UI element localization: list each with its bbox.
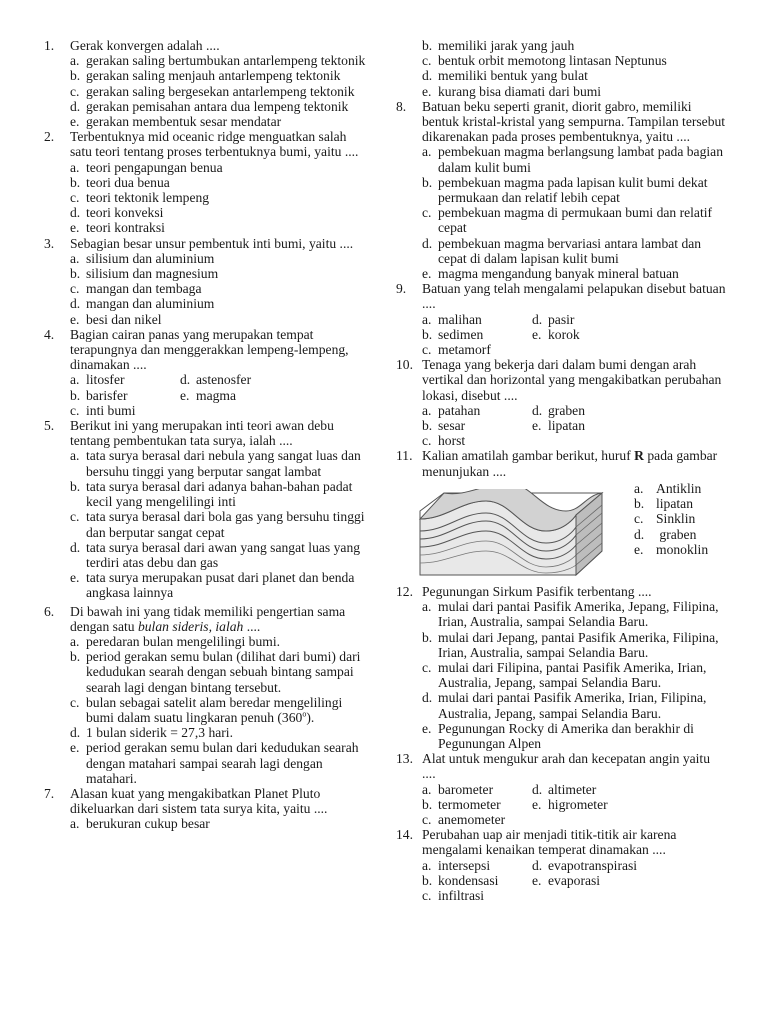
option-text: malihan [438,311,482,327]
question-text [70,604,370,634]
option-text: korok [548,326,580,342]
option-text: barometer [438,781,494,797]
option[interactable] [422,68,726,83]
option-row [422,782,726,797]
option-row [70,388,370,403]
option[interactable] [70,266,370,281]
option-text-part: bulan sebagai satelit alam beredar mengelilingi bumi dalam suatu lingkaran penuh (360 [86,694,343,725]
option[interactable] [70,175,370,190]
option-letter: c. [422,811,432,827]
option[interactable] [422,433,726,448]
option-row [422,858,726,873]
option-text: memiliki jarak yang jauh [438,38,575,53]
option-letter: b. [70,649,81,665]
question-text: Terbentuknya mid oceanic ridge menguatkan salah satu teori tentang proses terbentuknya bumi, yaitu .... [70,129,359,160]
option-text: magma [196,387,237,403]
question-number: 11. [396,448,413,464]
right-column [396,38,726,903]
option[interactable] [70,84,370,99]
option-row [422,873,726,888]
option-text: gerakan saling bergesekan antarlempeng tektonik [86,83,355,99]
option-letter: c. [422,53,432,69]
question-2 [44,129,370,235]
option-letter: d. [532,857,543,873]
option-text: pembekuan magma pada lapisan kulit bumi dekat permukaan dan relatif lebih cepat [438,174,708,206]
option[interactable] [532,858,637,873]
question-number: 1. [44,38,55,53]
option-row [70,372,370,387]
question-11-body [396,481,726,581]
option-text: anemometer [438,811,506,827]
option[interactable] [70,114,370,129]
option-letter: e. [422,266,432,282]
option-letter: c. [70,83,80,99]
option-letter: e. [70,740,80,756]
option-text: pasir [548,311,575,327]
option-text: intersepsi [438,857,491,873]
question-number: 12. [396,583,413,599]
option-letter: b. [422,174,433,190]
option-letter: b. [70,266,81,282]
question-number: 8. [396,98,407,114]
option[interactable] [422,175,726,205]
option-row [422,403,726,418]
option[interactable] [634,527,708,542]
option[interactable] [70,725,370,740]
question-text-bold: R [634,448,644,464]
option[interactable] [70,99,370,114]
option-text: pembekuan magma di permukaan bumi dan relatif cepat [438,205,713,236]
option-text: sedimen [438,326,484,342]
option-letter: c. [70,281,80,297]
option[interactable] [422,630,726,660]
option[interactable] [70,190,370,205]
question-11 [396,448,726,580]
option-text: tata surya berasal dari adanya bahan-bahan padat kecil yang mengelilingi inti [86,478,353,510]
degree-mark: o [302,709,307,719]
option[interactable] [532,418,642,433]
option[interactable] [422,84,726,99]
option-row [422,418,726,433]
option-letter: e. [532,796,542,812]
option[interactable] [422,38,726,53]
option-letter: e. [532,418,542,434]
option-letter: d. [532,781,543,797]
option-letter: c. [70,509,80,525]
option[interactable] [532,327,642,342]
option-text: kondensasi [438,872,499,888]
option-letter: e. [70,114,80,130]
option-letter: e. [634,541,644,557]
option-text: inti bumi [86,402,136,418]
option-text: tata surya berasal dari awan yang sangat luas yang terdiri atas debu dan gas [86,539,361,570]
question-3 [44,236,370,327]
option-text [86,695,370,725]
option[interactable] [422,418,532,433]
question-text: Perubahan uap air menjadi titik-titik air karena mengalami kenaikan temperat dinamakan .... [422,827,677,858]
question-text: Bagian cairan panas yang merupakan tempat terapungnya dan menggerakkan lempeng-lempeng, dinamakan .... [70,326,349,373]
question-12 [396,584,726,751]
question-number: 13. [396,751,413,767]
option-text: mangan dan aluminium [86,296,215,312]
question-number: 14. [396,827,413,843]
option-text: teori pengapungan benua [86,159,223,175]
option-text: kurang bisa diamati dari bumi [438,83,602,99]
option-text: teori dua benua [86,174,170,190]
option-text: berukuran cukup besar [86,816,210,832]
question-5 [44,418,370,600]
question-text [422,448,726,478]
option[interactable] [70,649,370,695]
option-letter: d. [532,402,543,418]
option[interactable] [422,782,532,797]
option-text: gerakan pemisahan antara dua lempeng tektonik [86,98,349,114]
option[interactable] [70,695,370,725]
question-9 [396,281,726,357]
option-text: sesar [438,418,466,434]
question-text: Batuan yang telah mengalami pelapukan disebut batuan .... [422,281,726,312]
option-text: gerakan membentuk sesar mendatar [86,114,282,130]
option-letter: d. [70,296,81,312]
option[interactable] [180,388,290,403]
option[interactable] [422,312,532,327]
option-letter: b. [422,326,433,342]
option-letter: a. [70,633,80,649]
option-letter: d. [634,526,645,542]
question-14 [396,827,726,903]
question-number: 10. [396,357,413,373]
option[interactable] [422,888,726,903]
option-letter: e. [422,83,432,99]
option[interactable] [70,251,370,266]
question-text: Alat untuk mengukur arah dan kecepatan angin yaitu .... [422,751,711,782]
option[interactable] [180,372,290,387]
option-row [422,312,726,327]
option[interactable] [70,296,370,311]
question-1 [44,38,370,129]
option-letter: c. [422,205,432,221]
option-letter: c. [70,402,80,418]
option-text: litosfer [86,372,125,388]
option-letter: a. [422,402,432,418]
option-letter: a. [422,857,432,873]
option-letter: c. [634,511,644,527]
option[interactable] [422,599,726,629]
option[interactable] [70,740,370,786]
option-letter: a. [634,480,644,496]
option-letter: d. [422,690,433,706]
option-letter: e. [70,311,80,327]
option[interactable] [634,542,708,557]
option-letter: d. [422,235,433,251]
option[interactable] [634,481,708,496]
option[interactable] [422,236,726,266]
option[interactable] [422,266,726,281]
option-letter: c. [70,190,80,206]
option-text: evapotranspirasi [548,857,638,873]
left-column [44,38,370,832]
question-number: 3. [44,235,55,251]
option[interactable] [70,53,370,68]
option-letter: d. [70,205,81,221]
option-letter: a. [70,250,80,266]
option[interactable] [532,873,642,888]
option-text: termometer [438,796,501,812]
option-text: lipatan [548,418,585,434]
question-number: 6. [44,603,55,619]
option[interactable] [70,403,370,418]
option[interactable] [70,509,370,539]
option-text: monoklin [656,541,709,557]
option-text: period gerakan semu bulan (dilihat dari bumi) dari kedudukan searah dengan sebuah bintang sampai searah lagi dengan bintang tersebut. [86,649,361,695]
question-text-part: Kalian amatilah gambar berikut, huruf [422,448,635,464]
option[interactable] [70,816,370,831]
option-letter: b. [70,387,81,403]
option-text: gerakan saling menjauh antarlempeng tektonik [86,68,341,84]
option-text: magma mengandung banyak mineral batuan [438,266,679,282]
option[interactable] [70,160,370,175]
option-text: teori kontraksi [86,220,165,236]
option-text: patahan [438,402,481,418]
option-text: peredaran bulan mengelilingi bumi. [86,633,281,649]
question-number: 9. [396,281,407,297]
option-text: metamorf [438,342,491,358]
option[interactable] [422,327,532,342]
option[interactable] [422,873,532,888]
question-text: Alasan kuat yang mengakibatkan Planet Pluto dikeluarkan dari sistem tata surya kita, yaitu .... [70,785,328,817]
option-letter: b. [70,174,81,190]
option-letter: a. [70,816,80,832]
question-7-continued [396,38,726,99]
question-text: Pegunungan Sirkum Pasifik terbentang .... [422,583,652,599]
option-row [422,797,726,812]
option-text: tata surya merupakan pusat dari planet dan benda angkasa lainnya [86,570,355,601]
question-number: 7. [44,785,55,801]
option-text: tata surya berasal dari bola gas yang bersuhu tinggi dan berputar sangat cepat [86,509,365,540]
option-letter: d. [180,372,191,388]
option-text: period gerakan semu bulan dari kedudukan searah dengan matahari sampai searah lagi dengan matahari. [86,740,359,786]
option[interactable] [70,448,370,478]
option-text: tata surya berasal dari nebula yang sangat luas dan bersuhu tinggi yang berputar sangat lambat [86,448,361,479]
option-text: memiliki bentuk yang bulat [438,68,588,84]
option-letter: c. [422,433,432,449]
option-letter: b. [422,418,433,434]
option-letter: a. [70,372,80,388]
option-letter: a. [70,159,80,175]
option-letter: b. [422,796,433,812]
option[interactable] [532,782,642,797]
option-text: mulai dari Jepang, pantai Pasifik Amerika, Filipina, Irian, Australia, sampai Selandia Baru. [438,629,719,660]
option[interactable] [70,220,370,235]
option-text: silisium dan aluminium [86,250,215,266]
option[interactable] [70,479,370,509]
option-letter: d. [70,539,81,555]
question-text: Berikut ini yang merupakan inti teori awan debu tentang pembentukan tata surya, ialah .... [70,418,334,449]
option-text: barisfer [86,387,128,403]
option-text: mulai dari Filipina, pantai Pasifik Amerika, Irian, Australia, Jepang, sampai Selandia Baru. [438,659,707,691]
question-text: Batuan beku seperti granit, diorit gabro, memiliki bentuk kristal-kristal yang sempurna. Tampilan tersebut dikarenakan pada proses pembentuknya, yaitu .... [422,98,726,145]
option-letter: e. [180,387,190,403]
option[interactable] [634,496,708,511]
option-text-part: ). [306,709,315,725]
option-letter: d. [422,68,433,84]
option[interactable] [532,797,642,812]
option-text: mulai dari pantai Pasifik Amerika, Jepang, Filipina, Irian, Australia, sampai Selandia Baru. [438,599,719,630]
option-row [422,327,726,342]
option-letter: c. [422,887,432,903]
question-11-options [634,481,708,581]
option-text: besi dan nikel [86,311,162,327]
option-letter: a. [422,599,432,615]
question-number: 2. [44,129,55,145]
option-text: teori konveksi [86,205,164,221]
question-6 [44,604,370,786]
question-10 [396,357,726,448]
option[interactable] [532,403,642,418]
option-letter: a. [422,144,432,160]
option[interactable] [422,858,532,873]
option[interactable] [422,797,532,812]
option[interactable] [70,372,180,387]
option[interactable] [70,570,370,600]
option-letter: a. [70,53,80,69]
question-text-part: .... [243,618,261,634]
option-text: gerakan saling bertumbukan antarlempeng tektonik [86,53,366,69]
option[interactable] [634,511,708,526]
question-7 [44,786,370,832]
option-letter: c. [422,659,432,675]
option-text: teori tektonik lempeng [86,190,210,206]
option-text: bentuk orbit memotong lintasan Neptunus [438,53,667,69]
option-text: Antiklin [656,480,702,496]
question-number: 5. [44,418,55,434]
option-letter: a. [70,448,80,464]
fold-block-diagram-icon [416,489,606,581]
option[interactable] [422,53,726,68]
option-text: 1 bulan siderik = 27,3 hari. [86,725,233,741]
option[interactable] [70,634,370,649]
question-text-part: Di bawah ini yang tidak memiliki pengertian sama dengan satu [70,603,346,634]
question-8 [396,99,726,281]
option-text: Sinklin [656,511,696,527]
option-text: pembekuan magma berlangsung lambat pada bagian dalam kulit bumi [438,144,723,175]
option-letter: e. [70,570,80,586]
option[interactable] [422,721,726,751]
option[interactable] [70,205,370,220]
option-letter: b. [422,872,433,888]
option-letter: c. [422,342,432,358]
option-letter: d. [70,98,81,114]
option-text: graben [548,402,585,418]
question-text-emphasis: bulan sideris, ialah [137,618,244,634]
option-text: evaporasi [548,872,601,888]
question-13 [396,751,726,827]
question-text: Gerak konvergen adalah .... [70,38,220,53]
option-letter: e. [532,872,542,888]
option-letter: a. [422,781,432,797]
option[interactable] [70,281,370,296]
option[interactable] [422,660,726,690]
option-letter: a. [422,311,432,327]
question-text: Sebagian besar unsur pembentuk inti bumi, yaitu .... [70,235,354,251]
option-text: pembekuan magma bervariasi antara lambat dan cepat di dalam lapisan kulit bumi [438,235,702,266]
option-text: mangan dan tembaga [86,281,202,297]
option[interactable] [422,342,726,357]
option-letter: e. [70,220,80,236]
question-4 [44,327,370,418]
option-letter: e. [532,326,542,342]
option[interactable] [422,812,726,827]
question-text-part: pada gambar menunjukan .... [422,448,718,479]
option-letter: b. [634,496,645,512]
option[interactable] [422,205,726,235]
option-text: mulai dari pantai Pasifik Amerika, Irian, Filipina, Australia, Jepang, sampai Selandia Baru. [438,690,707,721]
option[interactable] [70,540,370,570]
option-letter: b. [70,478,81,494]
option-letter: b. [422,38,433,53]
option-text: astenosfer [196,372,252,388]
option-text: lipatan [656,496,693,512]
option[interactable] [70,388,180,403]
option-text: graben [656,526,697,542]
question-number: 4. [44,326,55,342]
question-text: Tenaga yang bekerja dari dalam bumi dengan arah vertikal dan horizontal yang mengakibatkan perubahan lokasi, disebut .... [422,357,722,403]
option[interactable] [70,68,370,83]
option[interactable] [422,403,532,418]
option-letter: e. [422,720,432,736]
option-text: altimeter [548,781,597,797]
option-letter: c. [70,694,80,710]
option-text: silisium dan magnesium [86,266,219,282]
option-letter: b. [422,629,433,645]
option-text: Pegunungan Rocky di Amerika dan berakhir di Pegunungan Alpen [438,720,694,751]
option-text: higrometer [548,796,608,812]
option[interactable] [532,312,642,327]
option-letter: d. [70,725,81,741]
option-text: infiltrasi [438,887,485,903]
option-letter: b. [70,68,81,84]
option-letter: d. [532,311,543,327]
option-text: horst [438,433,466,449]
option[interactable] [70,312,370,327]
option[interactable] [422,144,726,174]
option[interactable] [422,690,726,720]
